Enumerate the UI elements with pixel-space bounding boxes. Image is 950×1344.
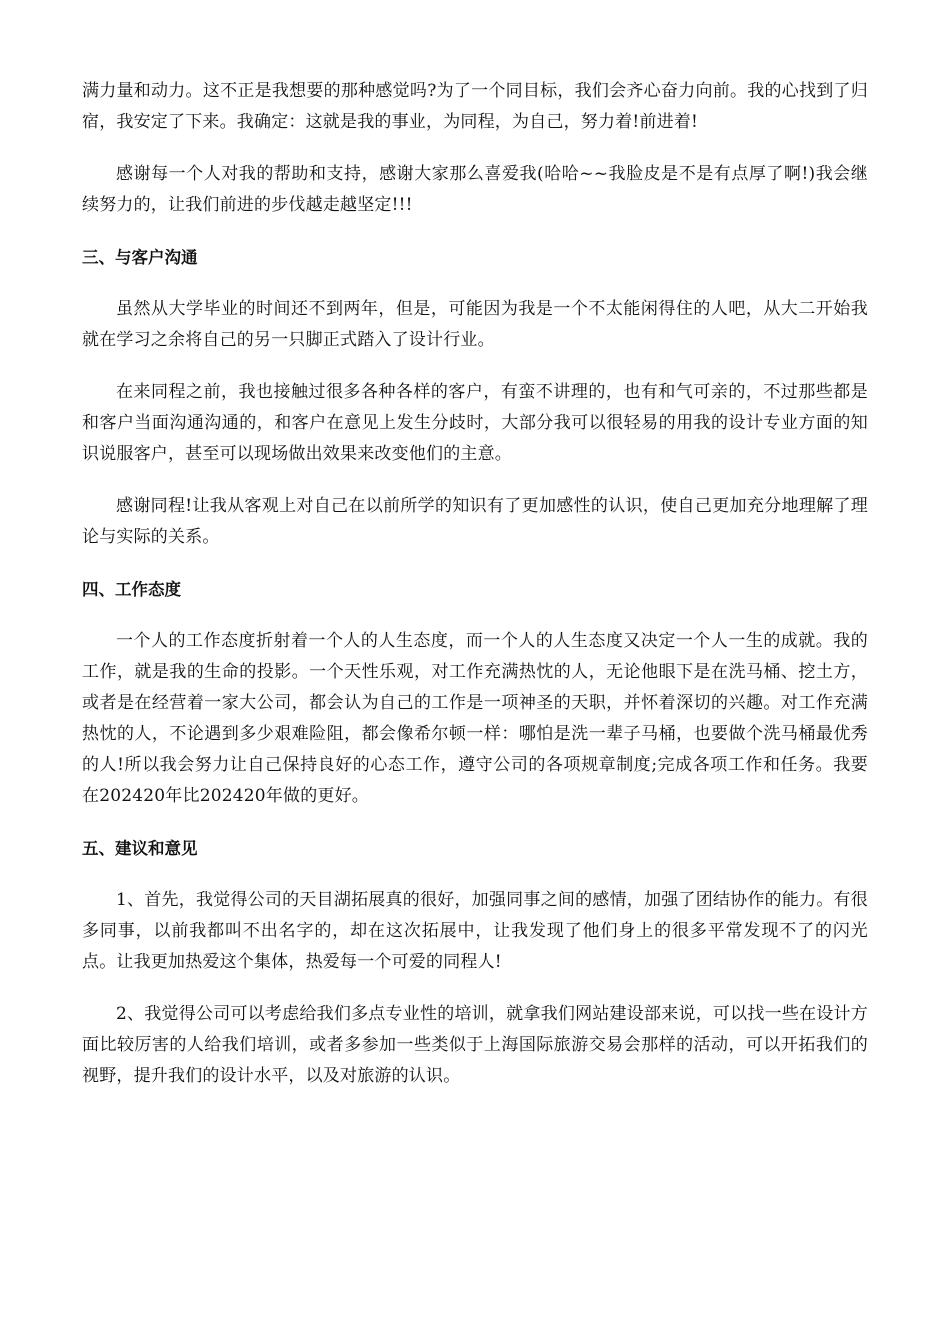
section-4-paragraph-1: 一个人的工作态度折射着一个人的人生态度，而一个人的人生态度又决定一个人一生的成就。我的工作，就是我的生命的投影。一个天性乐观，对工作充满热忱的人，无论他眼下是在洗马桶、挖土方，或者是在经营着一家大公司，都会认为自己的工作是一项神圣的天职，并怀着深切的兴趣。对工作充满热忱的人，不论遇到多少艰难险阻，都会像希尔顿一样：哪怕是洗一辈子马桶，也要做个洗马桶最优秀的人!所以我会努力让自己保持良好的心态工作，遵守公司的各项规章制度;完成各项工作和任务。我要在202420年比202420年做的更好。 bbox=[82, 631, 868, 806]
document-page bbox=[82, 76, 868, 1113]
section-3-heading: 三、与客户沟通 bbox=[82, 248, 198, 267]
section-3-paragraph-2: 在来同程之前，我也接触过很多各种各样的客户，有蛮不讲理的，也有和气可亲的，不过那些都是和客户当面沟通沟通的，和客户在意见上发生分歧时，大部分我可以很轻易的用我的设计专业方面的知识说服客户，甚至可以现场做出效果来改变他们的主意。 bbox=[82, 382, 868, 464]
section-4-heading: 四、工作态度 bbox=[82, 580, 181, 599]
section-5-heading: 五、建议和意见 bbox=[82, 839, 198, 858]
section-5-paragraph-2: 2、我觉得公司可以考虑给我们多点专业性的培训，就拿我们网站建设部来说，可以找一些在设计方面比较厉害的人给我们培训，或者多参加一些类似于上海国际旅游交易会那样的活动，可以开拓我们的视野，提升我们的设计水平，以及对旅游的认识。 bbox=[82, 1004, 868, 1086]
intro-paragraph-2: 感谢每一个人对我的帮助和支持，感谢大家那么喜爱我(哈哈~~我脸皮是不是有点厚了啊!)我会继续努力的，让我们前进的步伐越走越坚定!!! bbox=[82, 164, 868, 215]
intro-paragraph-1: 满力量和动力。这不正是我想要的那种感觉吗?为了一个同目标，我们会齐心奋力向前。我的心找到了归宿，我安定了下来。我确定：这就是我的事业，为同程，为自己，努力着!前进着! bbox=[82, 81, 868, 132]
section-3-paragraph-3: 感谢同程!让我从客观上对自己在以前所学的知识有了更加感性的认识，使自己更加充分地理解了理论与实际的关系。 bbox=[82, 496, 868, 547]
section-5-paragraph-1: 1、首先，我觉得公司的天目湖拓展真的很好，加强同事之间的感情，加强了团结协作的能力。有很多同事，以前我都叫不出名字的，却在这次拓展中，让我发现了他们身上的很多平常发现不了的闪光点。让我更加热爱这个集体，热爱每一个可爱的同程人! bbox=[82, 890, 868, 972]
section-3-paragraph-1: 虽然从大学毕业的时间还不到两年，但是，可能因为我是一个不太能闲得住的人吧，从大二开始我就在学习之余将自己的另一只脚正式踏入了设计行业。 bbox=[82, 299, 868, 350]
